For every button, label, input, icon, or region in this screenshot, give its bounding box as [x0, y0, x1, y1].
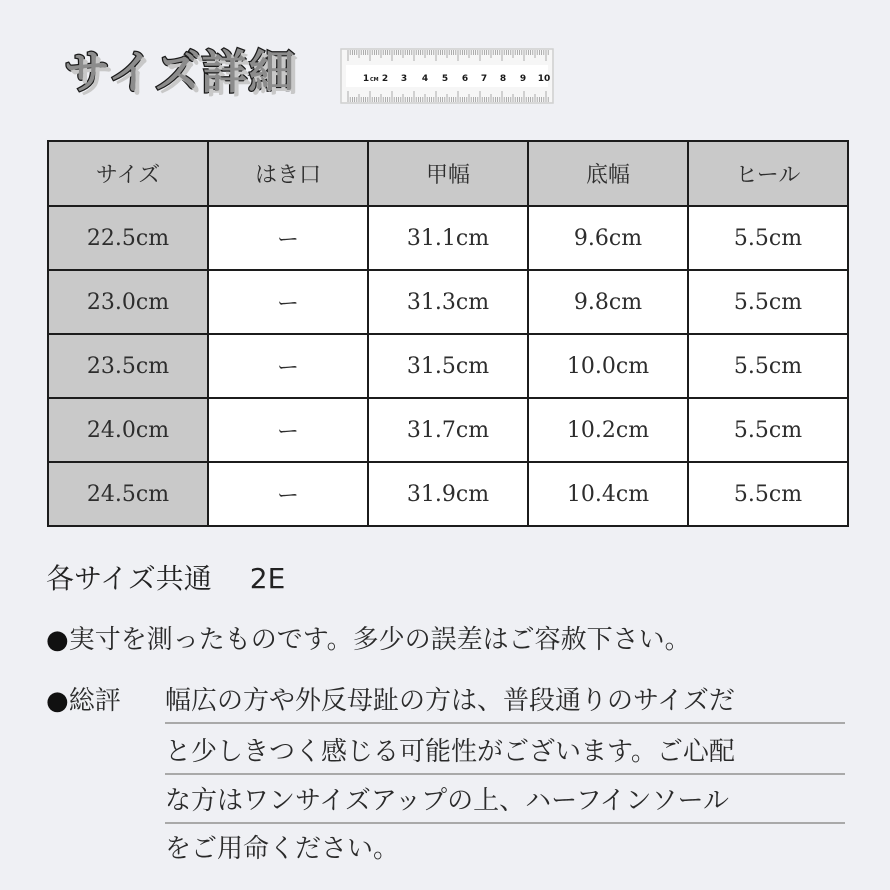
common-width-note [46, 558, 285, 600]
bullet-icon: ● [46, 625, 69, 655]
instep-width-cell: 31.1cm [368, 206, 528, 270]
bullet-icon: ● [46, 686, 69, 716]
ruler-icon [340, 48, 554, 104]
instep-width-cell: 31.5cm [368, 334, 528, 398]
common-width-label: 各サイズ共通 [46, 562, 212, 595]
table-row [48, 334, 848, 398]
size-cell: 24.5cm [48, 462, 208, 526]
review-line: な方はワンサイズアップの上、ハーフインソール [165, 780, 845, 824]
sole-width-cell: 10.4cm [528, 462, 688, 526]
instep-width-cell: 31.3cm [368, 270, 528, 334]
header-size: サイズ [48, 141, 208, 206]
table-row [48, 398, 848, 462]
size-cell: 23.5cm [48, 334, 208, 398]
opening-cell: ー [208, 462, 368, 526]
ruler-number: 1 [362, 74, 370, 84]
header-opening: はき口 [208, 141, 368, 206]
heel-cell: 5.5cm [688, 398, 848, 462]
ruler-unit: CM [370, 77, 379, 83]
header-heel: ヒール [688, 141, 848, 206]
table-row [48, 206, 848, 270]
sole-width-cell: 10.0cm [528, 334, 688, 398]
ruler-number: 4 [421, 74, 429, 84]
measurement-note-text: 実寸を測ったものです。多少の誤差はご容赦下さい。 [68, 625, 691, 655]
header-instep-width: 甲幅 [368, 141, 528, 206]
opening-cell: ー [208, 206, 368, 270]
review-line: 幅広の方や外反母趾の方は、普段通りのサイズだ [165, 680, 845, 724]
size-cell: 22.5cm [48, 206, 208, 270]
heel-cell: 5.5cm [688, 462, 848, 526]
header-sole-width: 底幅 [528, 141, 688, 206]
table-header-row [48, 141, 848, 206]
review-line: と少しきつく感じる可能性がございます。ご心配 [165, 731, 845, 775]
instep-width-cell: 31.7cm [368, 398, 528, 462]
page-title: サイズ詳細 [64, 45, 296, 99]
size-cell: 24.0cm [48, 398, 208, 462]
opening-cell: ー [208, 270, 368, 334]
table-row [48, 462, 848, 526]
instep-width-cell: 31.9cm [368, 462, 528, 526]
size-cell: 23.0cm [48, 270, 208, 334]
sole-width-cell: 9.6cm [528, 206, 688, 270]
ruler-number: 7 [480, 74, 488, 84]
measurement-note [46, 619, 691, 661]
size-table [47, 140, 849, 527]
ruler-number: 10 [537, 74, 551, 84]
review-line: をご用命ください。 [165, 834, 400, 864]
sole-width-cell: 9.8cm [528, 270, 688, 334]
ruler-number: 2 [381, 74, 389, 84]
opening-cell: ー [208, 334, 368, 398]
review-label [46, 680, 121, 722]
sole-width-cell: 10.2cm [528, 398, 688, 462]
ruler-number: 5 [441, 74, 449, 84]
ruler-number: 3 [400, 74, 408, 84]
ruler-number: 9 [519, 74, 527, 84]
table-row [48, 270, 848, 334]
heel-cell: 5.5cm [688, 334, 848, 398]
ruler-number: 8 [499, 74, 507, 84]
ruler-number: 6 [461, 74, 469, 84]
common-width-value: 2E [249, 562, 286, 595]
review-label-text: 総評 [68, 686, 121, 716]
heel-cell: 5.5cm [688, 270, 848, 334]
opening-cell: ー [208, 398, 368, 462]
heel-cell: 5.5cm [688, 206, 848, 270]
